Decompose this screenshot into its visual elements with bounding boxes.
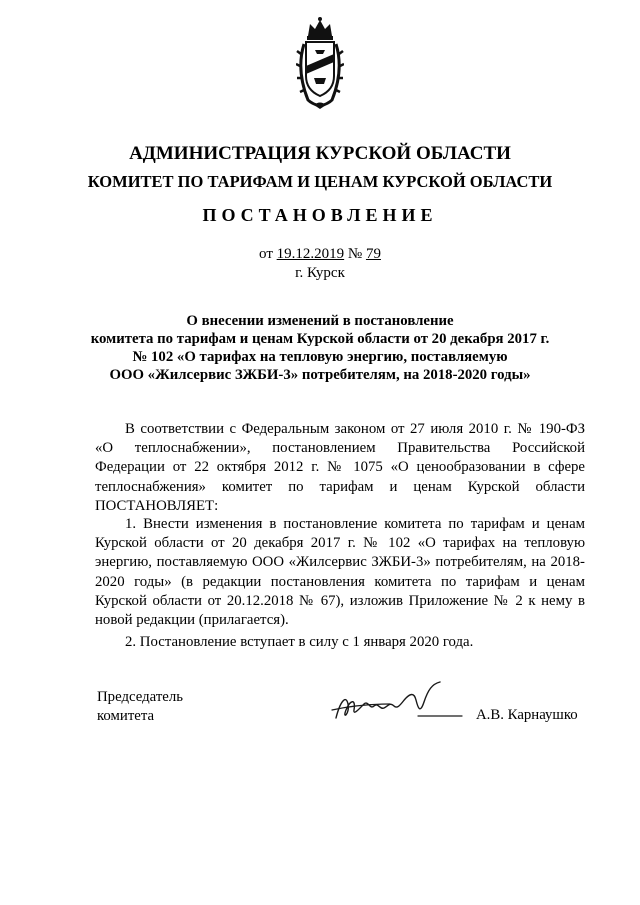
document-date: 19.12.2019: [276, 246, 345, 262]
handwritten-signature: [330, 680, 465, 730]
date-prefix: от: [259, 246, 273, 262]
coat-of-arms-emblem: [296, 14, 344, 110]
number-prefix: №: [347, 246, 363, 262]
subject-line: № 102 «О тарифах на тепловую энергию, поставляемую: [132, 349, 508, 365]
signatory-title-line: комитета: [97, 708, 155, 724]
signatory-name: А.В. Карнаушко: [476, 707, 578, 723]
signatory-title-line: Председатель: [97, 689, 183, 705]
document-type-title: ПОСТАНОВЛЕНИЕ: [202, 205, 438, 225]
document-subject: [60, 312, 580, 384]
preamble-paragraph: В соответствии с Федеральным законом от 27 июля 2010 г. № 190-ФЗ «О теплоснабжении», постановлением Правительства Российской Федерации от 22 октября 2012 г. № 1075 «О ценообразовании в сфере теплоснабжения» комитет по тарифам и ценам Курской области ПОСТАНОВЛЯЕТ:: [95, 421, 585, 514]
document-city: г. Курск: [295, 265, 345, 281]
document-number: 79: [365, 246, 381, 262]
document-date-number: [0, 246, 640, 263]
subject-line: О внесении изменений в постановление: [186, 313, 454, 329]
item-2-paragraph: 2. Постановление вступает в силу с 1 января 2020 года.: [125, 634, 474, 650]
item-1-paragraph: 1. Внести изменения в постановление комитета по тарифам и ценам Курской области от 20 декабря 2017 г. № 102 «О тарифах на тепловую энергию, поставляемую ООО «Жилсервис ЗЖБИ-3» потребителям, на 2018-2020 годы» (в редакции постановления комитета по тарифам и ценам Курской области от 20.12.2018 № 67), изложив Приложение № 2 к нему в новой редакции (прилагается).: [95, 516, 585, 629]
subject-line: комитета по тарифам и ценам Курской области от 20 декабря 2017 г.: [90, 331, 550, 347]
subject-line: ООО «Жилсервис ЗЖБИ-3» потребителям, на 2018-2020 годы»: [109, 367, 531, 383]
signatory-title: [97, 688, 183, 726]
committee-title: КОМИТЕТ ПО ТАРИФАМ И ЦЕНАМ КУРСКОЙ ОБЛАСТИ: [87, 172, 553, 191]
administration-title: АДМИНИСТРАЦИЯ КУРСКОЙ ОБЛАСТИ: [129, 143, 511, 164]
